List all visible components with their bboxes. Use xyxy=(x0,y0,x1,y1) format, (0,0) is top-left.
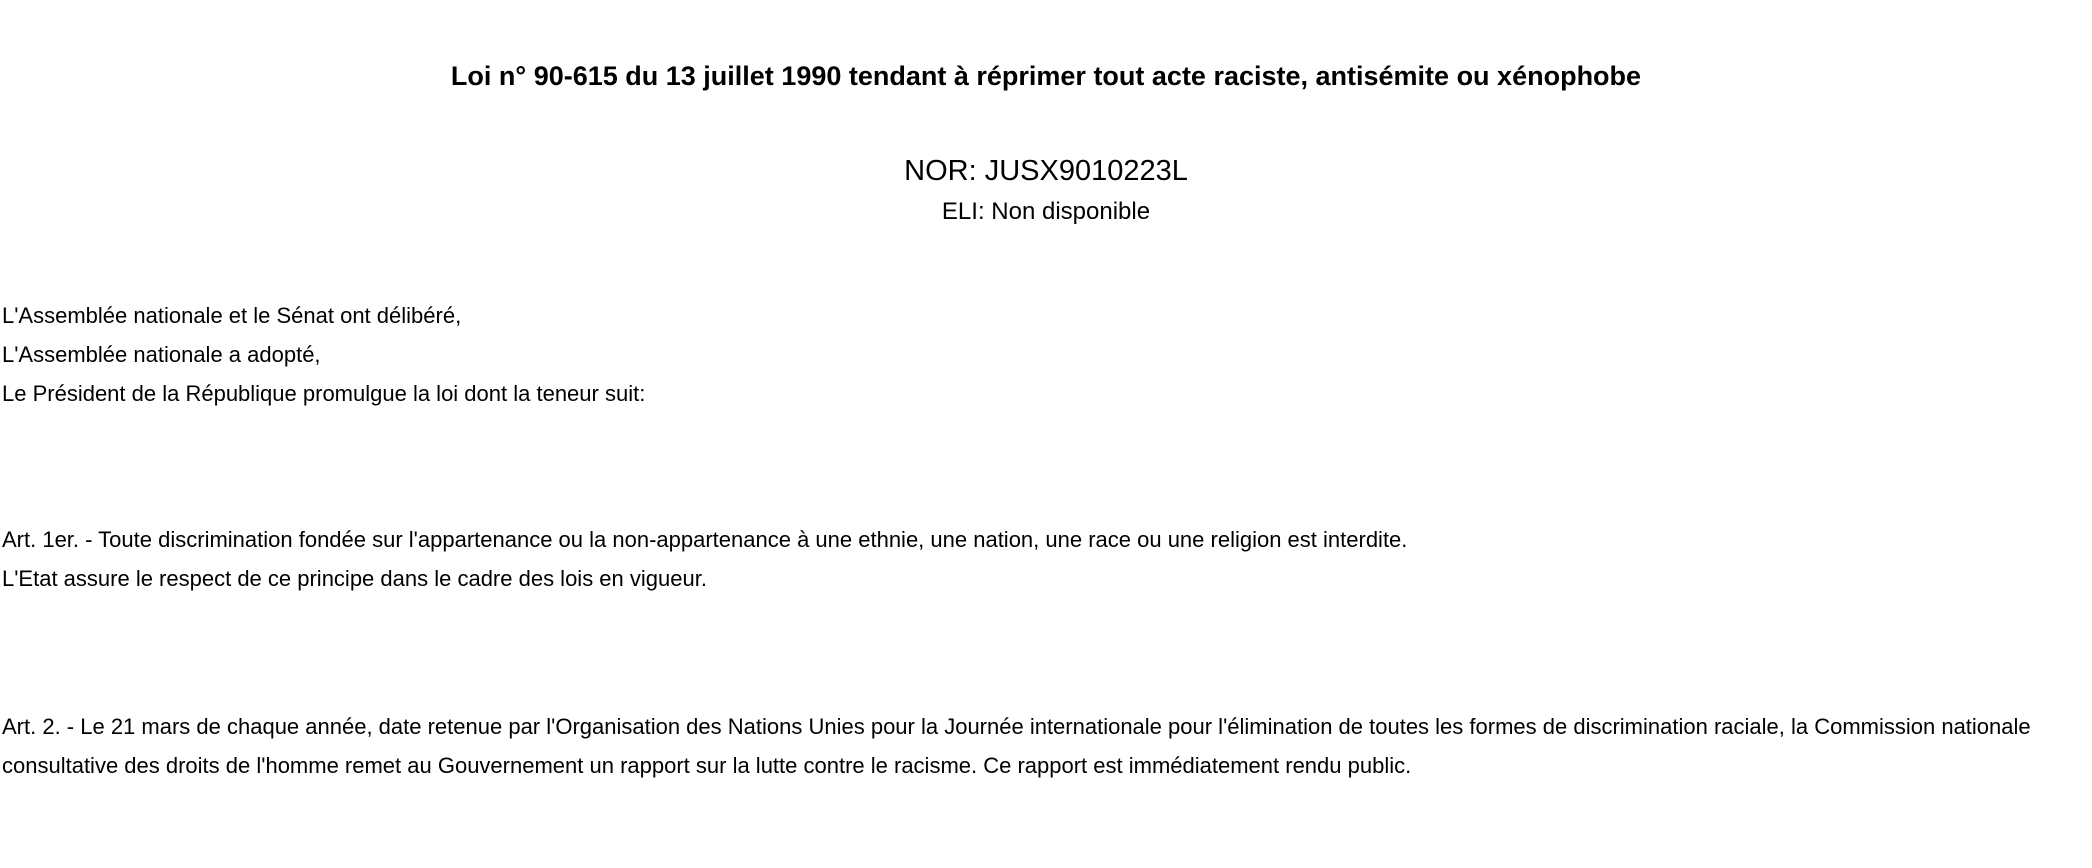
article-2: Art. 2. - Le 21 mars de chaque année, date retenue par l'Organisation des Nations Unies pour la Journée internationale pour l'élimination de toutes les formes de discrimination raciale, la Commission nationale consultative des droits de l'homme remet au Gouvernement un rapport sur la lutte contre le racisme. Ce rapport est immédiatement rendu public. xyxy=(2,714,2031,778)
preamble-line-deliberation: L'Assemblée nationale et le Sénat ont délibéré, xyxy=(2,303,462,328)
nor-line: NOR: JUSX9010223L xyxy=(904,155,1188,187)
article-1 xyxy=(2,520,2090,598)
article-1-line-1: Art. 1er. - Toute discrimination fondée sur l'appartenance ou la non-appartenance à une ethnie, une nation, une race ou une religion est interdite. xyxy=(2,527,1408,552)
preamble-line-adoption: L'Assemblée nationale a adopté, xyxy=(2,342,321,367)
preamble xyxy=(2,296,2090,413)
eli-line: ELI: Non disponible xyxy=(941,198,1151,225)
document-title: Loi n° 90-615 du 13 juillet 1990 tendant à réprimer tout acte raciste, antisémite ou xénophobe xyxy=(450,61,1642,91)
article-1-line-2: L'Etat assure le respect de ce principe dans le cadre des lois en vigueur. xyxy=(2,566,707,591)
preamble-line-promulgation: Le Président de la République promulgue la loi dont la teneur suit: xyxy=(2,381,646,406)
